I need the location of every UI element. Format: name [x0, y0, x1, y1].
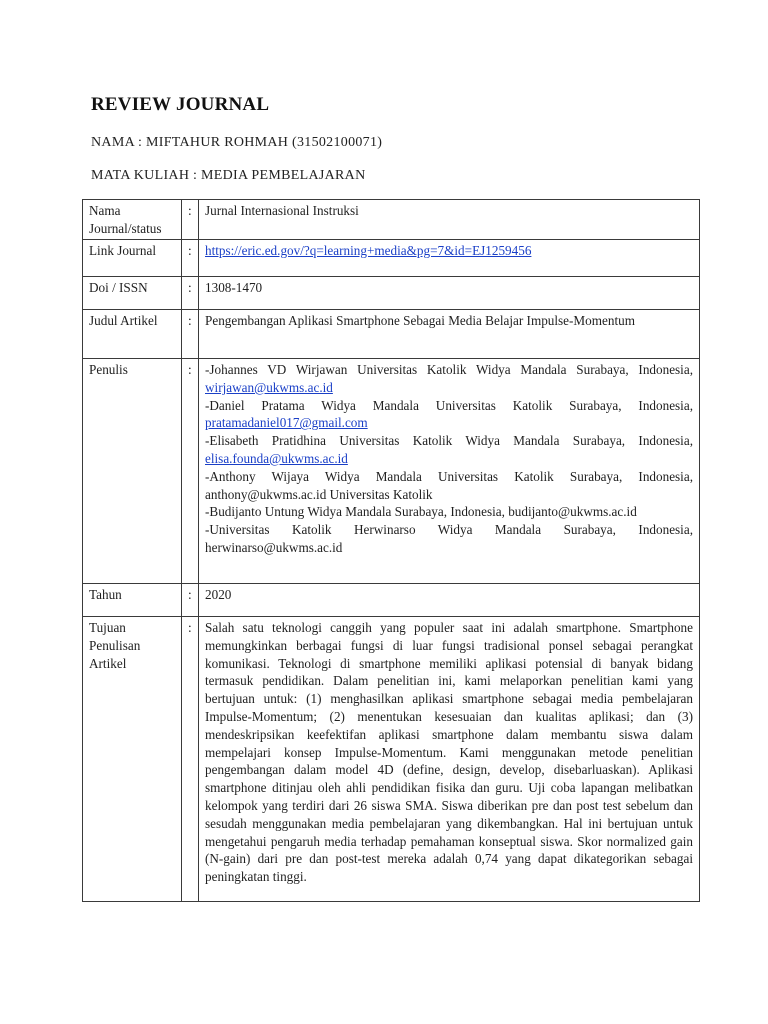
review-table	[82, 199, 700, 902]
author-affiliation: -Elisabeth Pratidhina Universitas Katolik Widya Mandala Surabaya, Indonesia,	[205, 433, 693, 449]
table-row-nama-journal	[83, 200, 700, 240]
author-email: budijanto@ukwms.ac.id	[508, 504, 637, 520]
journal-link-cell	[199, 240, 700, 277]
row-label: Penulis	[83, 359, 182, 584]
row-colon: :	[182, 310, 199, 359]
row-colon: :	[182, 240, 199, 277]
author-entry	[205, 521, 693, 557]
author-suffix: Universitas Katolik	[326, 486, 433, 502]
table-row-tahun	[83, 584, 700, 617]
author-entry	[205, 361, 693, 397]
row-label: Judul Artikel	[83, 310, 182, 359]
doi-value: 1308-1470	[199, 277, 700, 310]
table-row-judul-artikel	[83, 310, 700, 359]
row-label: Doi / ISSN	[83, 277, 182, 310]
course-name: MATA KULIAH : MEDIA PEMBELAJARAN	[91, 168, 366, 183]
row-label: Link Journal	[83, 240, 182, 277]
author-entry	[205, 503, 693, 521]
table-row-doi-issn	[83, 277, 700, 310]
author-email: anthony@ukwms.ac.id	[205, 486, 327, 502]
author-email-link[interactable]: elisa.founda@ukwms.ac.id	[205, 450, 348, 466]
author-affiliation: -Budijanto Untung Widya Mandala Surabaya, Indonesia,	[205, 504, 509, 520]
journal-link[interactable]: https://eric.ed.gov/?q=learning+media&pg=7&id=EJ1259456	[205, 243, 532, 258]
author-affiliation: -Johannes VD Wirjawan Universitas Katolik Widya Mandala Surabaya, Indonesia,	[205, 362, 693, 377]
row-label: Tujuan Penulisan Artikel	[83, 617, 182, 902]
row-colon: :	[182, 200, 199, 240]
author-affiliation: -Daniel Pratama Widya Mandala Universitas Katolik Surabaya, Indonesia,	[205, 397, 693, 413]
year-value: 2020	[199, 584, 700, 617]
journal-name-value: Jurnal Internasional Instruksi	[199, 200, 700, 240]
document-title: REVIEW JOURNAL	[91, 94, 270, 115]
row-colon: :	[182, 359, 199, 584]
author-entry	[205, 468, 693, 504]
author-affiliation: -Universitas Katolik Herwinarso Widya Mandala Surabaya, Indonesia,	[205, 522, 693, 538]
row-label: Nama Journal/status	[83, 200, 182, 240]
row-colon: :	[182, 584, 199, 617]
row-colon: :	[182, 277, 199, 310]
article-title-value: Pengembangan Aplikasi Smartphone Sebagai Media Belajar Impulse-Momentum	[199, 310, 700, 359]
table-row-penulis	[83, 359, 700, 584]
table-row-link-journal	[83, 240, 700, 277]
author-email-link[interactable]: pratamadaniel017@gmail.com	[205, 415, 368, 431]
author-email: herwinarso@ukwms.ac.id	[205, 539, 343, 555]
author-entry	[205, 397, 693, 433]
row-colon: :	[182, 617, 199, 902]
authors-list	[199, 359, 700, 584]
table-row-tujuan	[83, 617, 700, 902]
author-email-link[interactable]: wirjawan@ukwms.ac.id	[205, 379, 333, 395]
student-name: NAMA : MIFTAHUR ROHMAH (31502100071)	[91, 135, 383, 150]
article-purpose-value: Salah satu teknologi canggih yang populer saat ini adalah smartphone. Smartphone memungkinkan berbagai fungsi di luar fungsi tradisional ponsel sebagai perangkat komunikasi. Teknologi di smartphone memiliki aplikasi potensial di banyak bidang termasuk pendidikan. Dalam penelitian ini, kami melaporkan penelitian kami yang bertujuan untuk: (1) menghasilkan aplikasi smartphone sebagai media pembelajaran Impulse-Momentum; (2) menentukan kesesuaian dan kualitas aplikasi; dan (3) mendeskripsikan keefektifan aplikasi smartphone dalam membantu siswa dalam mempelajari konsep Impulse-Momentum. Kami menggunakan metode penelitian pengembangan dalam model 4D (define, design, develop, disebarluaskan). Aplikasi smartphone ditinjau oleh ahli pendidikan fisika dan guru. Uji coba lapangan melibatkan kelompok yang terdiri dari 26 siswa SMA. Siswa diberikan pre dan post test sebelum dan sesudah menggunakan media pembelajaran yang dikembangkan. Hal ini bertujuan untuk mengetahui pengaruh media terhadap pemahaman konseptual siswa. Skor normalized gain (N-gain) dari pre dan post-test mereka adalah 0,74 yang dapat dikategorikan sebagai peningkatan tinggi.	[199, 617, 700, 902]
author-affiliation: -Anthony Wijaya Widya Mandala Universitas Katolik Surabaya, Indonesia,	[205, 468, 693, 484]
author-entry	[205, 432, 693, 468]
row-label: Tahun	[83, 584, 182, 617]
